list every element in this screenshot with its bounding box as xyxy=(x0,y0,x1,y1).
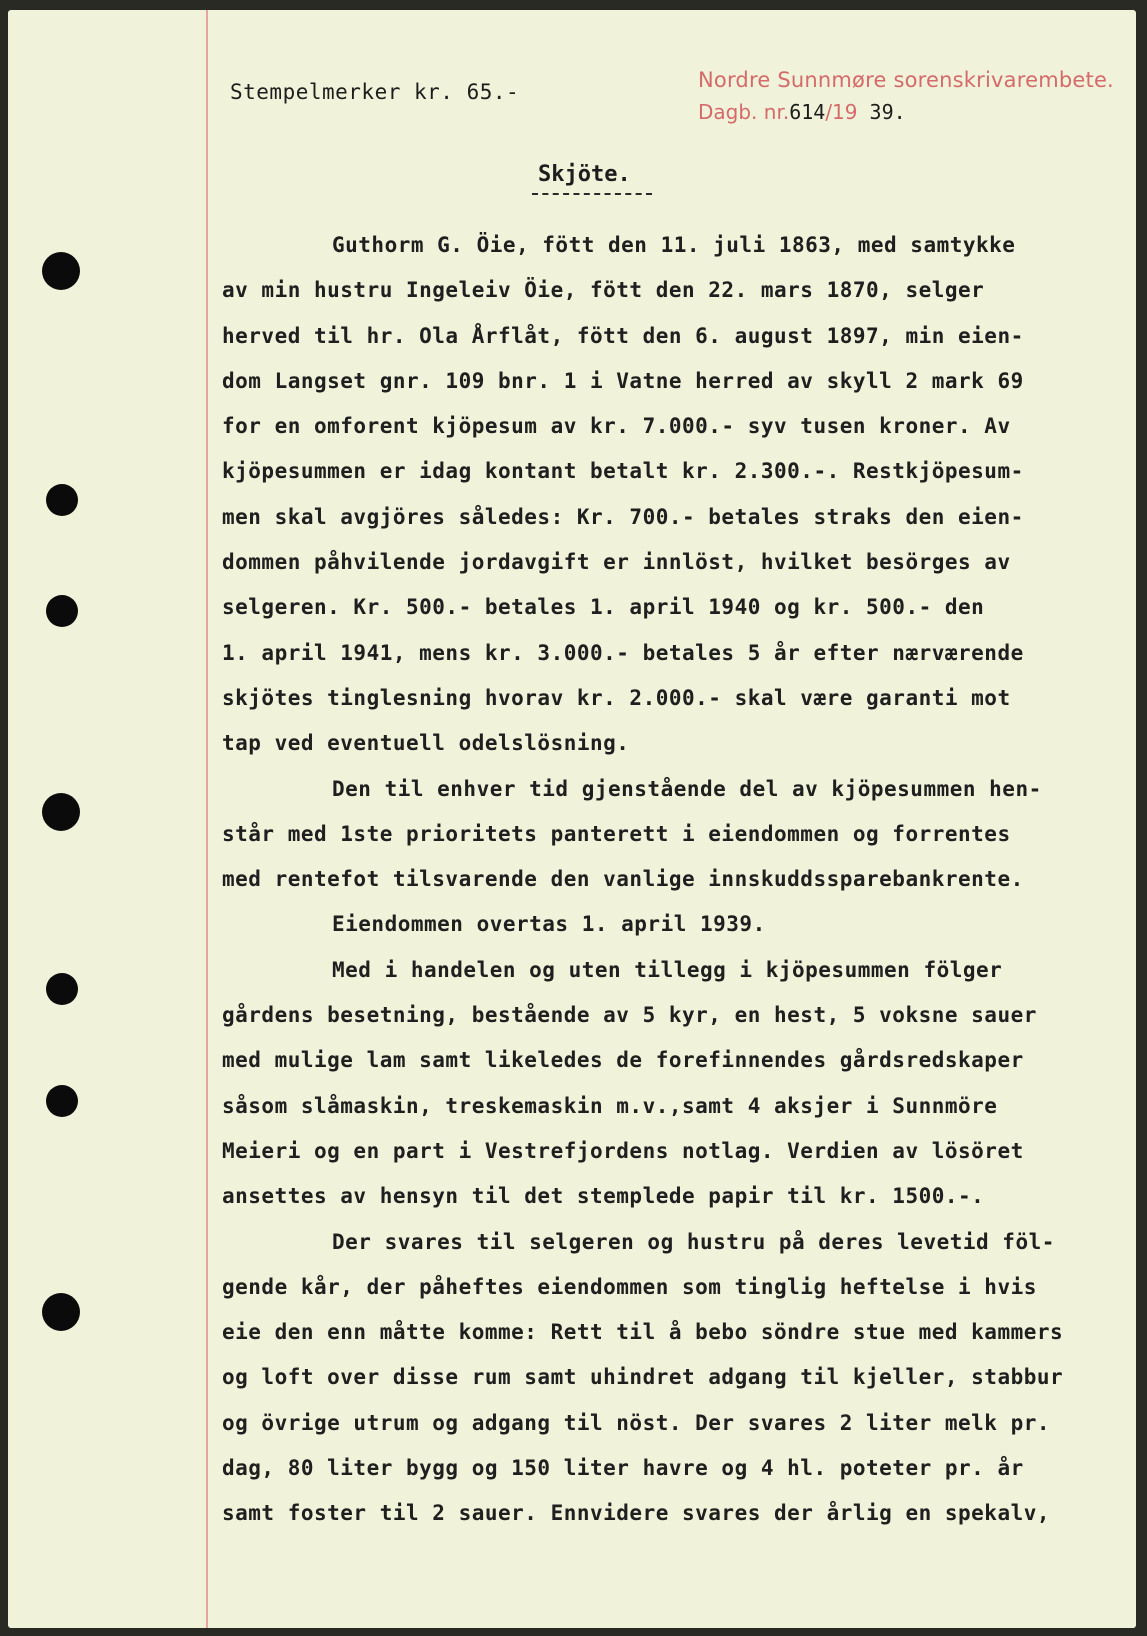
punch-hole xyxy=(42,793,80,831)
text-line: Eiendommen overtas 1. april 1939. xyxy=(332,912,766,937)
margin-rule xyxy=(206,10,208,1628)
text-line: selgeren. Kr. 500.- betales 1. april 1940 og kr. 500.- den xyxy=(222,595,985,620)
deed-body xyxy=(222,223,1094,1537)
text-line: kjöpesummen er idag kontant betalt kr. 2.300.-. Restkjöpesum- xyxy=(222,459,1024,484)
punch-hole xyxy=(46,595,78,627)
text-line: dom Langset gnr. 109 bnr. 1 i Vatne herred av skyll 2 mark 69 xyxy=(222,368,1024,393)
text-line: Den til enhver tid gjenstående del av kjöpesummen hen- xyxy=(332,776,1042,801)
text-line: såsom slåmaskin, treskemaskin m.v.,samt 4 aksjer i Sunnmöre xyxy=(222,1093,998,1118)
text-line: tap ved eventuell odelslösning. xyxy=(222,731,630,756)
punch-hole xyxy=(46,973,78,1005)
text-line: for en omforent kjöpesum av kr. 7.000.- syv tusen kroner. Av xyxy=(222,414,1011,439)
text-line: Der svares til selgeren og hustru på deres levetid föl- xyxy=(332,1229,1055,1254)
journal-prefix: Dagb. nr. xyxy=(698,100,790,124)
text-line: ansettes av hensyn til det stemplede papir til kr. 1500.-. xyxy=(222,1184,985,1209)
text-line: gende kår, der påheftes eiendommen som tinglig heftelse i hvis xyxy=(222,1274,1037,1299)
journal-number xyxy=(698,100,906,124)
text-line: står med 1ste prioritets panterett i eiendommen og forrentes xyxy=(222,821,1011,846)
document-title: Skjöte. xyxy=(538,162,631,187)
journal-entry-number: 614 xyxy=(789,100,826,124)
text-line: dag, 80 liter bygg og 150 liter havre og 4 hl. poteter pr. år xyxy=(222,1456,1024,1481)
text-line: og övrige utrum og adgang til nöst. Der svares 2 liter melk pr. xyxy=(222,1410,1051,1435)
journal-year: 39. xyxy=(857,100,906,124)
text-line: med rentefot tilsvarende den vanlige innskuddssparebankrente. xyxy=(222,867,1024,892)
text-line: Guthorm G. Öie, fött den 11. juli 1863, med samtykke xyxy=(332,233,1016,257)
text-line: Med i handelen og uten tillegg i kjöpesummen fölger xyxy=(332,957,1003,982)
text-line: herved til hr. Ola Årflåt, fött den 6. august 1897, min eien- xyxy=(222,323,1024,348)
text-line: gårdens besetning, bestående av 5 kyr, en hest, 5 voksne sauer xyxy=(222,1003,1037,1028)
text-line: med mulige lam samt likeledes de forefinnendes gårdsredskaper xyxy=(222,1048,1024,1073)
text-line: og loft over disse rum samt uhindret adgang til kjeller, stabbur xyxy=(222,1365,1064,1390)
text-line: Meieri og en part i Vestrefjordens notlag. Verdien av lösöret xyxy=(222,1138,1024,1163)
punch-hole xyxy=(46,1085,78,1117)
stamp-fee: Stempelmerker kr. 65.- xyxy=(230,80,520,104)
text-line: eie den enn måtte komme: Rett til å bebo söndre stue med kammers xyxy=(222,1320,1064,1345)
document-page xyxy=(8,10,1136,1628)
punch-hole xyxy=(42,252,80,290)
office-stamp: Nordre Sunnmøre sorenskrivarembete. xyxy=(698,68,1114,92)
text-line: men skal avgjöres således: Kr. 700.- betales straks den eien- xyxy=(222,504,1024,529)
text-line: av min hustru Ingeleiv Öie, fött den 22. mars 1870, selger xyxy=(222,278,985,303)
punch-hole xyxy=(46,484,78,516)
text-line: 1. april 1941, mens kr. 3.000.- betales 5 år efter nærværende xyxy=(222,640,1024,665)
journal-separator: /19 xyxy=(825,100,858,124)
title-underline xyxy=(532,193,652,195)
text-line: samt foster til 2 sauer. Ennvidere svares der årlig en spekalv, xyxy=(222,1501,1051,1526)
punch-hole xyxy=(42,1293,80,1331)
text-line: dommen påhvilende jordavgift er innlöst, hvilket besörges av xyxy=(222,550,1011,575)
text-line: skjötes tinglesning hvorav kr. 2.000.- skal være garanti mot xyxy=(222,685,1011,710)
